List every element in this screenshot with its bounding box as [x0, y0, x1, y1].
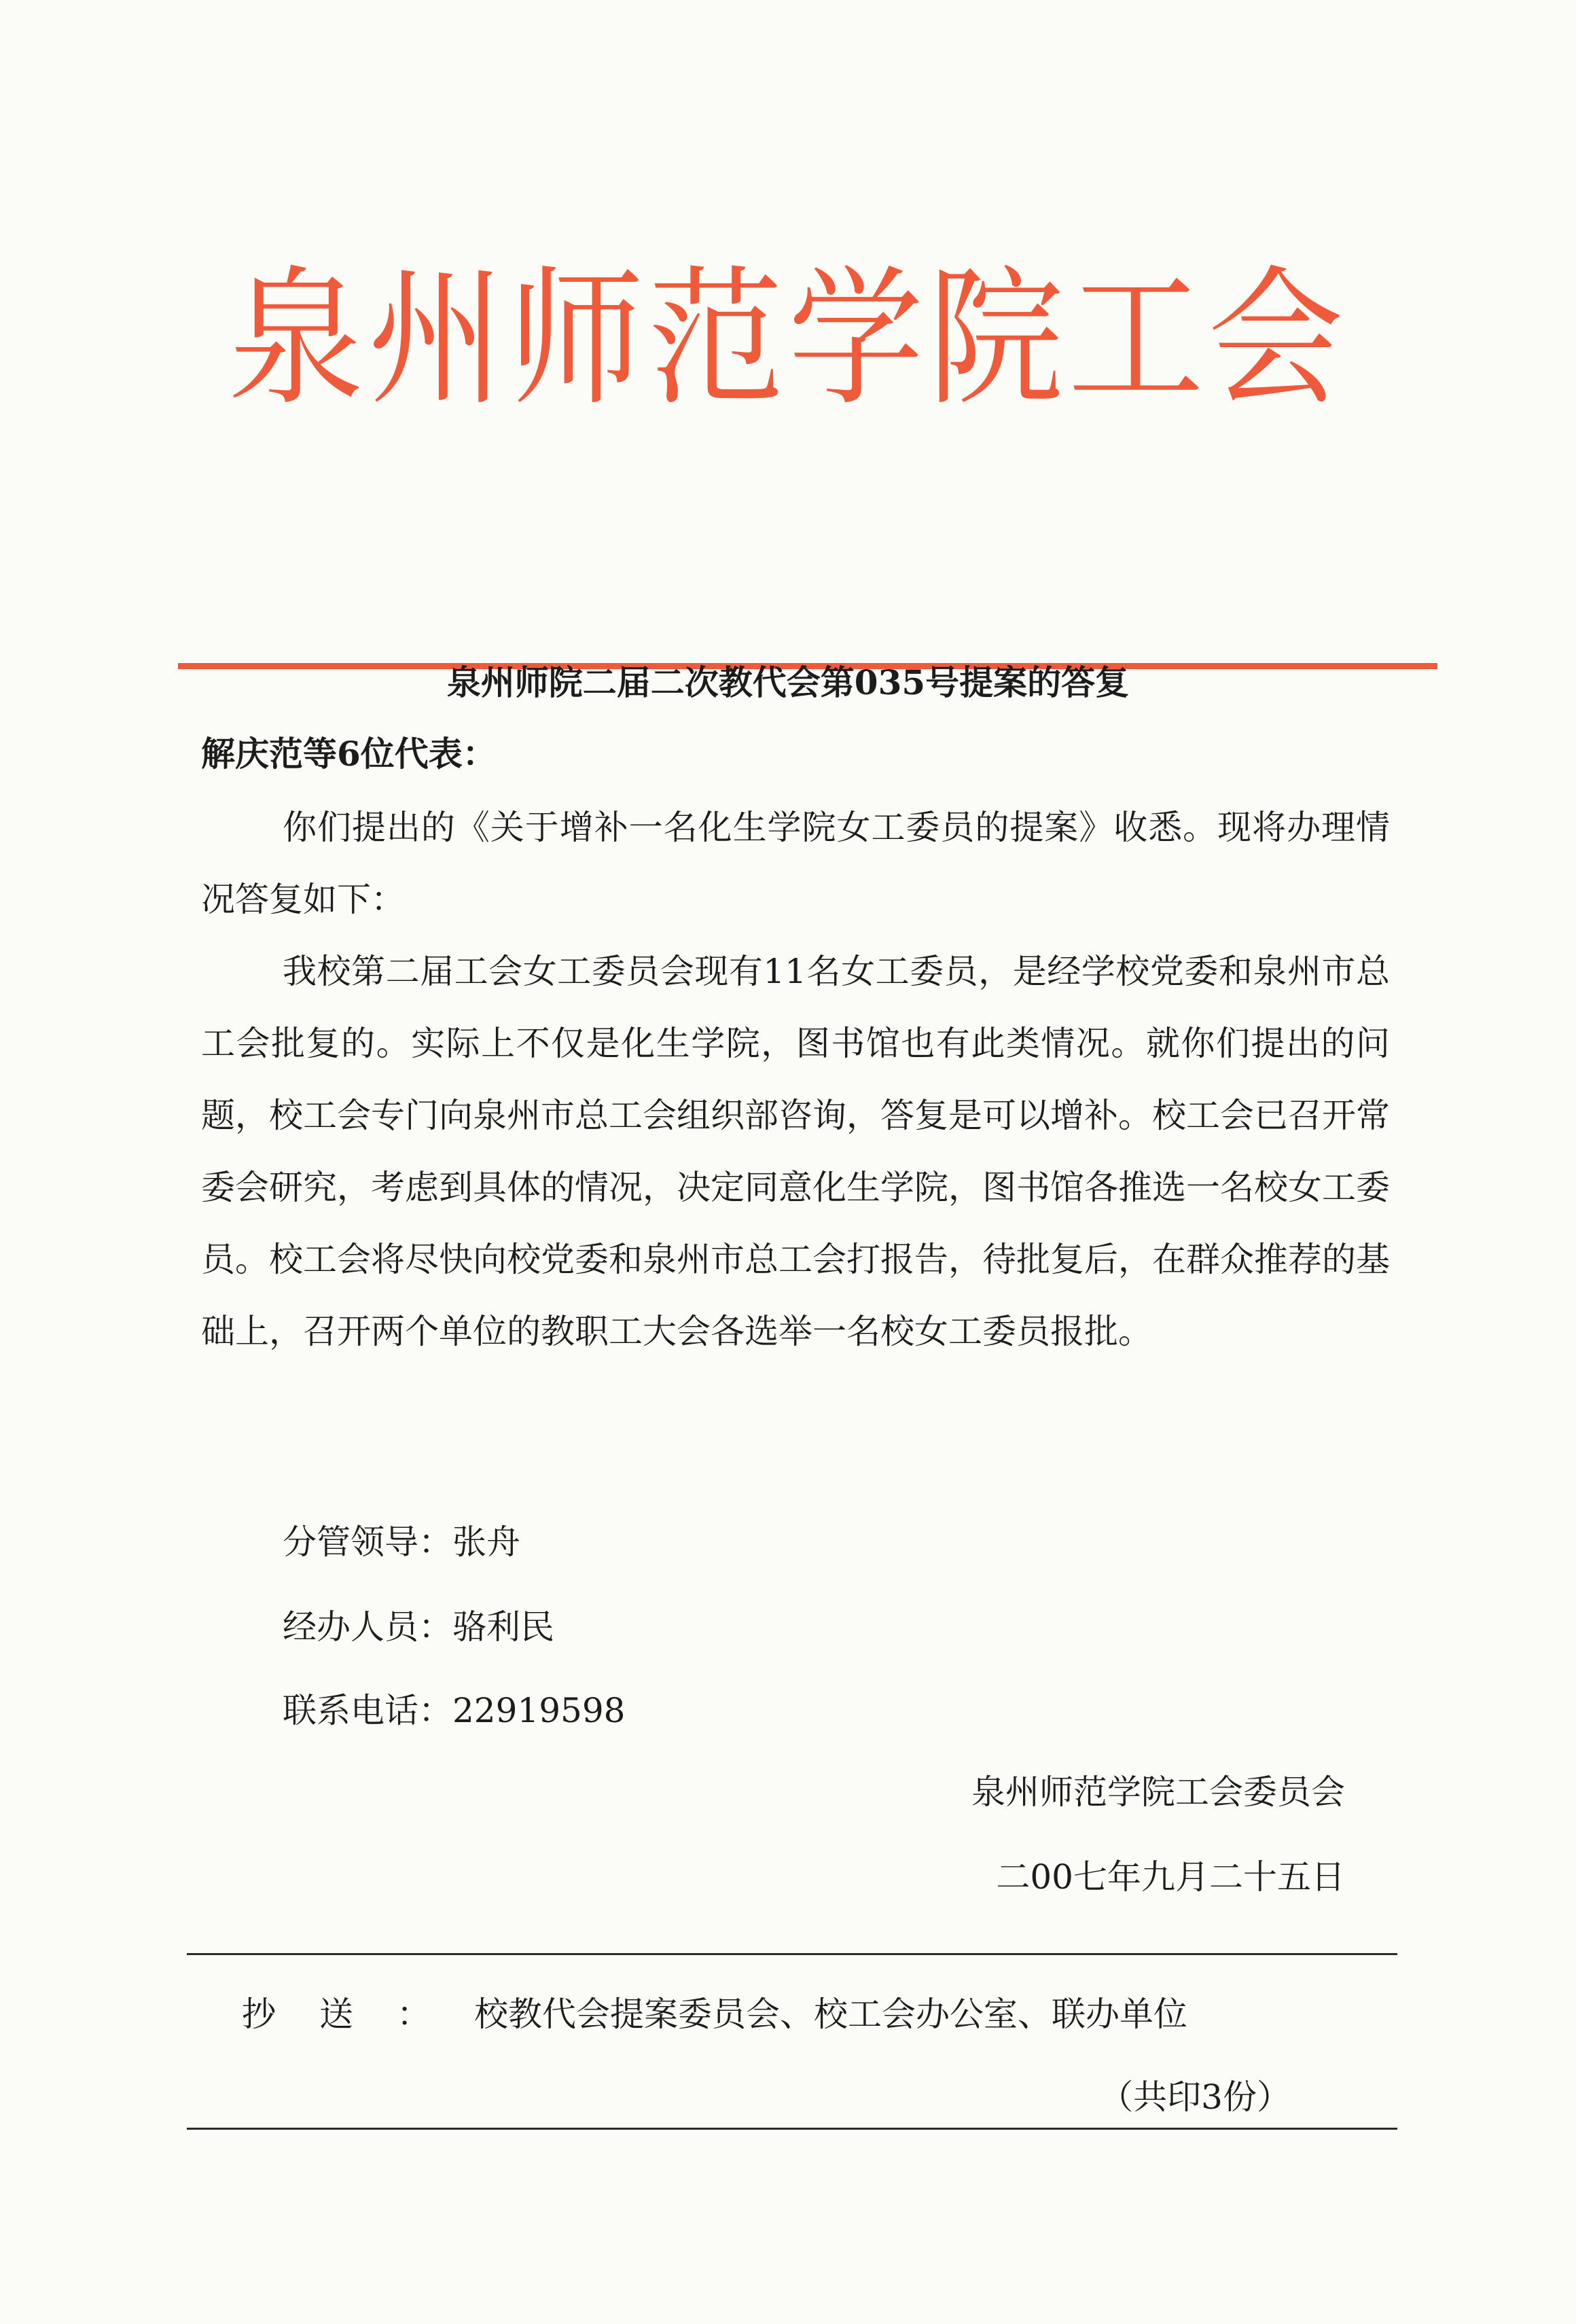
- cc-line: [242, 1990, 1187, 2038]
- cc-recipients: 校教代会提案委员会、校工会办公室、联办单位: [474, 1995, 1187, 2034]
- phone-line: 联系电话：22919598: [283, 1691, 626, 1730]
- paragraph-2: 我校第二届工会女工委员会现有11名女工委员，是经学校党委和泉州市总工会批复的。实际上不仅是化生学院，图书馆也有此类情况。就你们提出的问题，校工会专门向泉州市总工会组织部咨询，答复是可以增补。校工会已召开常委会研究，考虑到具体的情况，决定同意化生学院，图书馆各推选一名校女工委员。校工会将尽快向校党委和泉州市总工会打报告，待批复后，在群众推荐的基础上，召开两个单位的教职工大会各选举一名校女工委员报批。: [201, 952, 1390, 1351]
- body-text: [201, 791, 1390, 1367]
- copies-note: （共印3份）: [1099, 2077, 1291, 2117]
- supervisor-line: 分管领导：张舟: [283, 1522, 520, 1562]
- cc-label: 抄送：: [242, 1995, 474, 2034]
- cc-bottom-rule: [187, 2128, 1397, 2130]
- cc-top-rule: [187, 1953, 1397, 1955]
- paragraph-1: 你们提出的《关于增补一名化生学院女工委员的提案》收悉。现将办理情况答复如下：: [201, 808, 1390, 919]
- document-title: 泉州师院二届二次教代会第035号提案的答复: [446, 662, 1130, 702]
- salutation: 解庆范等6位代表：: [201, 734, 497, 774]
- letterhead-title: 泉州师范学院工会: [228, 252, 1348, 427]
- handler-line: 经办人员：骆利民: [283, 1607, 554, 1647]
- signature-date: 二00七年九月二十五日: [996, 1857, 1345, 1897]
- signature-organization: 泉州师范学院工会委员会: [971, 1772, 1345, 1812]
